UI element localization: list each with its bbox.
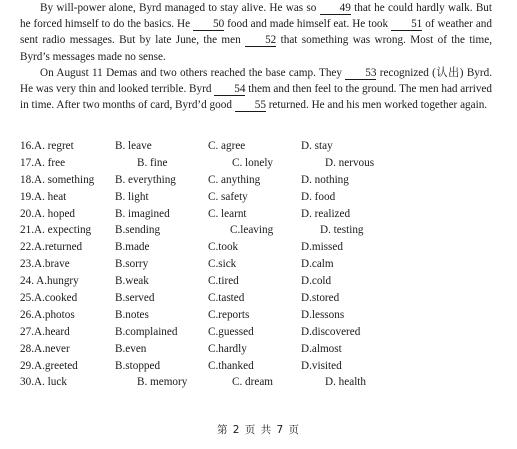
option-row-16: [20, 138, 500, 155]
option-d: D. health: [325, 376, 367, 389]
option-d: D. nothing: [301, 173, 349, 186]
option-c: C.thanked: [208, 359, 254, 372]
option-d: D.almost: [301, 342, 342, 355]
option-d: D. stay: [301, 140, 333, 152]
blank-53: 53: [345, 67, 376, 80]
option-row-24: [20, 273, 500, 290]
option-row-21: [20, 222, 500, 239]
blank-51: 51: [391, 18, 422, 31]
blank-50: 50: [193, 18, 224, 31]
option-row-30: [20, 374, 500, 391]
passage-paragraph-2: [20, 65, 492, 114]
option-c: C.leaving: [230, 224, 274, 237]
option-c: C. anything: [208, 173, 261, 186]
option-d: D. realized: [301, 207, 351, 220]
option-b: B. memory: [137, 376, 188, 389]
option-a: 20.A. hoped: [20, 207, 75, 220]
option-a: 27.A.heard: [20, 325, 70, 338]
option-b: B.notes: [115, 308, 149, 321]
option-a: 19.A. heat: [20, 190, 67, 203]
passage-text: of weather and sent radio messages. But by late June, the men: [20, 18, 492, 47]
option-row-19: [20, 189, 500, 206]
passage-text: them and then feel to the ground. The men had arrived in time. After two months of card, Byrd’d good: [20, 83, 492, 112]
option-a: 16.A. regret: [20, 140, 74, 152]
option-row-17: [20, 155, 500, 172]
passage-text: returned. He and his men worked together again.: [265, 99, 488, 112]
option-b: B.served: [115, 292, 155, 305]
option-a: 30.A. luck: [20, 376, 67, 389]
option-c: C. learnt: [208, 207, 247, 220]
option-d: D.cold: [301, 275, 332, 288]
option-c: C.reports: [208, 308, 250, 321]
passage-text: On August 11 Demas and two others reached the base camp. They: [40, 67, 346, 79]
option-b: B.made: [115, 241, 150, 254]
option-row-26: [20, 307, 500, 324]
option-b: B. fine: [137, 156, 168, 169]
option-row-20: [20, 206, 500, 223]
option-a: 21.A. expecting: [20, 224, 92, 237]
option-d: D.stored: [301, 292, 340, 305]
passage-text: that something was wrong. Most of the time, Byrd’s messages made no sense.: [20, 34, 492, 63]
passage-text: food and made himself eat. He took: [224, 18, 392, 31]
option-d: D. food: [301, 190, 336, 203]
passage-text: recognized (认出) Byrd. He was very thin and looked terrible. Byrd: [20, 67, 492, 96]
option-c: C. safety: [208, 190, 248, 203]
option-row-27: [20, 324, 500, 341]
option-c: C. agree: [208, 140, 246, 152]
option-a: 18.A. something: [20, 173, 95, 186]
option-d: D. testing: [320, 224, 364, 237]
option-c: C.tired: [208, 275, 239, 288]
option-b: B.sorry: [115, 258, 149, 271]
option-a: 26.A.photos: [20, 308, 75, 321]
option-c: C. lonely: [232, 156, 274, 169]
option-a: 28.A.never: [20, 342, 70, 355]
option-c: C.sick: [208, 258, 237, 271]
option-d: D.missed: [301, 241, 343, 254]
passage-paragraph-1: [20, 0, 492, 65]
option-row-28: [20, 341, 500, 358]
option-row-23: [20, 256, 500, 273]
option-c: C.guessed: [208, 325, 254, 338]
page-number: 第 2 页 共 7 页: [216, 424, 301, 436]
option-a: 25.A.cooked: [20, 292, 78, 305]
option-c: C.tasted: [208, 292, 245, 305]
option-b: B. leave: [115, 140, 152, 152]
option-b: B. everything: [115, 173, 176, 186]
option-d: D.calm: [301, 258, 334, 271]
option-b: B. imagined: [115, 207, 170, 220]
option-b: B.sending: [115, 224, 161, 237]
option-d: D.discovered: [301, 325, 361, 338]
option-a: 17.A. free: [20, 156, 66, 169]
blank-55: 55: [235, 99, 266, 112]
option-d: D.visited: [301, 359, 342, 372]
option-d: D.lessons: [301, 308, 345, 321]
blank-52: 52: [245, 34, 276, 47]
option-c: C.took: [208, 241, 239, 254]
option-b: B.even: [115, 342, 147, 355]
option-row-22: [20, 239, 500, 256]
passage-text: that he could hardly walk. But he forced himself to do the basics. He: [20, 2, 492, 31]
option-d: D. nervous: [325, 156, 375, 169]
option-row-29: [20, 358, 500, 375]
option-row-18: [20, 172, 500, 189]
passage-text: By will-power alone, Byrd managed to stay alive. He was so: [40, 2, 320, 14]
option-c: C.hardly: [208, 342, 247, 355]
option-b: B.stopped: [115, 359, 161, 372]
option-b: B. light: [115, 190, 149, 203]
option-a: 29.A.greeted: [20, 359, 78, 372]
blank-54: 54: [214, 83, 245, 96]
option-row-25: [20, 290, 500, 307]
option-a: 24. A.hungry: [20, 275, 79, 288]
answer-options: [20, 138, 500, 391]
option-c: C. dream: [232, 376, 274, 389]
blank-49: 49: [320, 2, 351, 15]
option-b: B.weak: [115, 275, 149, 288]
option-a: 22.A.returned: [20, 241, 83, 254]
option-b: B.complained: [115, 325, 178, 338]
option-a: 23.A.brave: [20, 258, 70, 271]
